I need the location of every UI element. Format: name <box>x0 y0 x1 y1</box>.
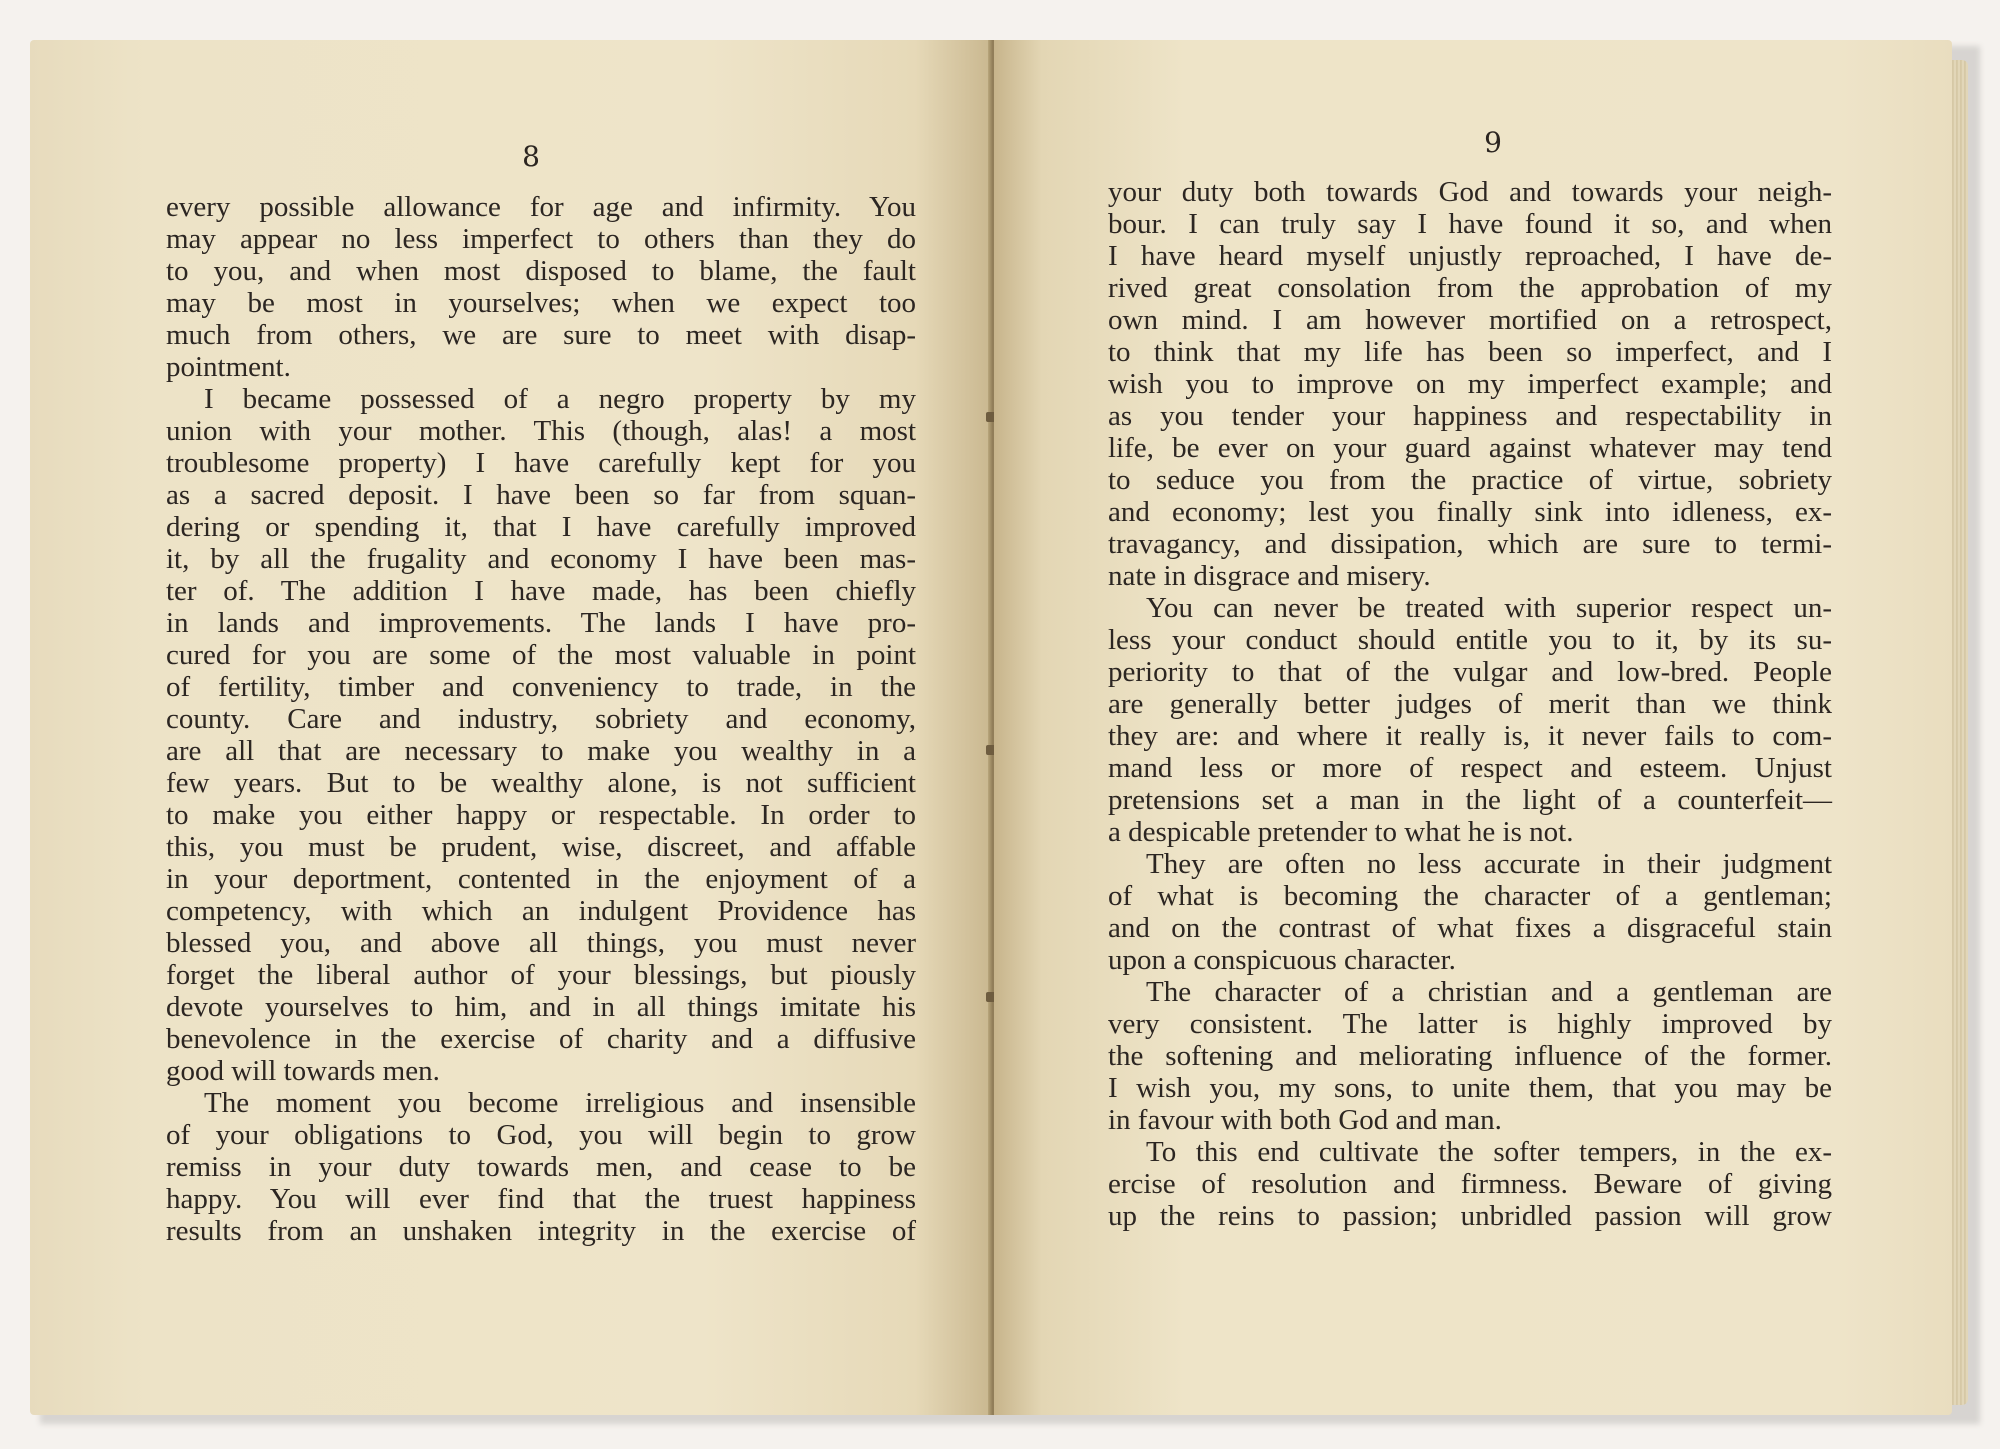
text-line: mand less or more of respect and esteem. Unjust <box>1108 752 1832 784</box>
left-page-number: 8 <box>522 140 540 173</box>
text-line: few years. But to be wealthy alone, is not sufficient <box>166 767 916 799</box>
text-line: as a sacred deposit. I have been so far from squan- <box>166 479 916 511</box>
right-page <box>994 40 1952 1415</box>
text-line: troublesome property) I have carefully kept for you <box>166 447 916 479</box>
text-line: forget the liberal author of your blessings, but piously <box>166 959 916 991</box>
text-line: cured for you are some of the most valuable in point <box>166 639 916 671</box>
text-line: in lands and improvements. The lands I have pro- <box>166 607 916 639</box>
text-line: to seduce you from the practice of virtue, sobriety <box>1108 464 1832 496</box>
left-page <box>30 40 992 1415</box>
text-line: this, you must be prudent, wise, discreet, and affable <box>166 831 916 863</box>
right-page-text <box>1108 176 1832 1232</box>
text-line: wish you to improve on my imperfect example; and <box>1108 368 1832 400</box>
text-line: travagancy, and dissipation, which are sure to termi- <box>1108 528 1832 560</box>
text-line: it, by all the frugality and economy I have been mas- <box>166 543 916 575</box>
text-line: I became possessed of a negro property by my <box>204 383 916 415</box>
text-line: to think that my life has been so imperfect, and I <box>1108 336 1832 368</box>
text-line: competency, with which an indulgent Providence has <box>166 895 916 927</box>
text-line: To this end cultivate the softer tempers, in the ex- <box>1146 1136 1832 1168</box>
text-line: own mind. I am however mortified on a retrospect, <box>1108 304 1832 336</box>
text-line: pretensions set a man in the light of a counterfeit— <box>1108 784 1832 816</box>
text-line: I wish you, my sons, to unite them, that you may be <box>1108 1072 1832 1104</box>
text-line: of what is becoming the character of a gentleman; <box>1108 880 1832 912</box>
text-line: You can never be treated with superior respect un- <box>1146 592 1832 624</box>
text-line: blessed you, and above all things, you must never <box>166 927 916 959</box>
text-line: happy. You will ever find that the truest happiness <box>166 1183 916 1215</box>
text-line: your duty both towards God and towards your neigh- <box>1108 176 1832 208</box>
text-line: every possible allowance for age and infirmity. You <box>166 191 916 223</box>
left-page-text <box>166 191 916 1247</box>
text-line: county. Care and industry, sobriety and economy, <box>166 703 916 735</box>
text-line: dering or spending it, that I have carefully improved <box>166 511 916 543</box>
text-line: I have heard myself unjustly reproached, I have de- <box>1108 240 1832 272</box>
text-line: to make you either happy or respectable. In order to <box>166 799 916 831</box>
text-line: They are often no less accurate in their judgment <box>1146 848 1832 880</box>
text-line: union with your mother. This (though, alas! a most <box>166 415 916 447</box>
text-line: may be most in yourselves; when we expect too <box>166 287 916 319</box>
text-line: life, be ever on your guard against whatever may tend <box>1108 432 1832 464</box>
text-line: a despicable pretender to what he is not. <box>1108 816 1574 848</box>
text-line: may appear no less imperfect to others than they do <box>166 223 916 255</box>
text-line: are all that are necessary to make you wealthy in a <box>166 735 916 767</box>
text-line: ercise of resolution and firmness. Beware of giving <box>1108 1168 1832 1200</box>
text-line: as you tender your happiness and respectability in <box>1108 400 1832 432</box>
text-line: The moment you become irreligious and insensible <box>204 1087 916 1119</box>
text-line: bour. I can truly say I have found it so, and when <box>1108 208 1832 240</box>
text-line: benevolence in the exercise of charity and a diffusive <box>166 1023 916 1055</box>
text-line: The character of a christian and a gentleman are <box>1146 976 1832 1008</box>
page-edges <box>1950 60 1968 1405</box>
text-line: in your deportment, contented in the enjoyment of a <box>166 863 916 895</box>
text-line: less your conduct should entitle you to it, by its su- <box>1108 624 1832 656</box>
text-line: are generally better judges of merit than we think <box>1108 688 1832 720</box>
text-line: of fertility, timber and conveniency to trade, in the <box>166 671 916 703</box>
text-line: ter of. The addition I have made, has been chiefly <box>166 575 916 607</box>
text-line: and economy; lest you finally sink into idleness, ex- <box>1108 496 1832 528</box>
text-line: nate in disgrace and misery. <box>1108 560 1431 592</box>
text-line: and on the contrast of what fixes a disgraceful stain <box>1108 912 1832 944</box>
text-line: pointment. <box>166 351 291 383</box>
text-line: periority to that of the vulgar and low-bred. People <box>1108 656 1832 688</box>
text-line: the softening and meliorating influence of the former. <box>1108 1040 1832 1072</box>
text-line: very consistent. The latter is highly improved by <box>1108 1008 1832 1040</box>
text-line: remiss in your duty towards men, and cease to be <box>166 1151 916 1183</box>
text-line: much from others, we are sure to meet with disap- <box>166 319 916 351</box>
text-line: upon a conspicuous character. <box>1108 944 1456 976</box>
text-line: good will towards men. <box>166 1055 440 1087</box>
right-page-number: 9 <box>1484 126 1502 159</box>
text-line: in favour with both God and man. <box>1108 1104 1502 1136</box>
text-line: rived great consolation from the approbation of my <box>1108 272 1832 304</box>
text-line: results from an unshaken integrity in the exercise of <box>166 1215 916 1247</box>
text-line: they are: and where it really is, it never fails to com- <box>1108 720 1832 752</box>
text-line: up the reins to passion; unbridled passion will grow <box>1108 1200 1832 1232</box>
text-line: to you, and when most disposed to blame, the fault <box>166 255 916 287</box>
text-line: devote yourselves to him, and in all things imitate his <box>166 991 916 1023</box>
text-line: of your obligations to God, you will begin to grow <box>166 1119 916 1151</box>
